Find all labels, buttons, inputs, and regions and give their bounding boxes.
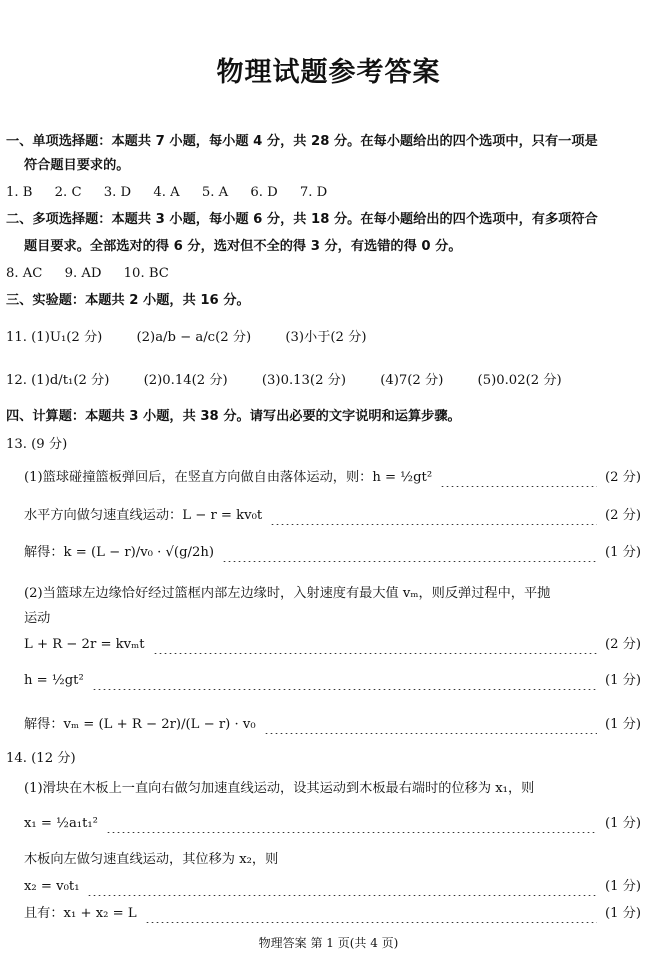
dot-leader xyxy=(270,507,597,525)
q13-step7-score: (1 分) xyxy=(604,717,641,732)
q14-step2-text: x₁ = ½a₁t₁² xyxy=(24,816,98,831)
q13-label: 13. (9 分) xyxy=(6,437,68,452)
q13-step4-line2: 运动 xyxy=(24,611,51,626)
q13-step5 xyxy=(24,636,641,654)
answer-2: 2. C xyxy=(54,185,82,200)
q13-step1-text: (1)篮球碰撞篮板弹回后，在竖直方向做自由落体运动，则：h = ½gt² xyxy=(24,470,433,485)
section2-answers xyxy=(6,265,641,283)
section3-heading: 三、实验题：本题共 2 小题，共 16 分。 xyxy=(6,293,250,308)
answer-6: 6. D xyxy=(250,185,278,200)
dot-leader xyxy=(264,716,597,734)
page-title: 物理试题参考答案 xyxy=(216,57,441,88)
q12-part5: (5)0.02(2 分) xyxy=(477,373,562,388)
answer-4: 4. A xyxy=(153,185,180,200)
q12-part1: 12. (1)d/t₁(2 分) xyxy=(6,373,110,388)
section1-heading-line2: 符合题目要求的。 xyxy=(24,158,130,173)
page-footer: 物理答案 第 1 页(共 4 页) xyxy=(258,936,399,950)
section1-answers xyxy=(6,184,641,202)
q14-step5-score: (1 分) xyxy=(604,906,641,921)
q11-part2: (2)a/b − a/c(2 分) xyxy=(136,330,252,345)
q12-part3: (3)0.13(2 分) xyxy=(261,373,346,388)
dot-leader xyxy=(87,878,596,896)
q13-step7-text: 解得：vₘ = (L + R − 2r)/(L − r) · v₀ xyxy=(24,717,256,732)
q14-step2-score: (1 分) xyxy=(604,816,641,831)
q14-step4-score: (1 分) xyxy=(604,879,641,894)
q13-step1 xyxy=(24,469,641,487)
answer-3: 3. D xyxy=(103,185,132,200)
q13-step4-line1: (2)当篮球左边缘恰好经过篮框内部左边缘时，入射速度有最大值 vₘ，则反弹过程中，平抛 xyxy=(24,586,551,601)
section2-heading-line2: 题目要求。全部选对的得 6 分，选对但不全的得 3 分，有选错的得 0 分。 xyxy=(24,239,462,254)
q14-step5 xyxy=(24,905,641,923)
q14-step5-text: 且有：x₁ + x₂ = L xyxy=(24,906,137,921)
q13-step6-score: (1 分) xyxy=(604,673,641,688)
answer-7: 7. D xyxy=(299,185,328,200)
q13-step6 xyxy=(24,672,641,690)
answer-8: 8. AC xyxy=(6,266,43,281)
dot-leader xyxy=(153,636,597,654)
section2-heading-line1: 二、多项选择题：本题共 3 小题，每小题 6 分，共 18 分。在每小题给出的四个选项中，有多项符合 xyxy=(6,212,598,227)
answer-10: 10. BC xyxy=(123,266,169,281)
q13-step3-score: (1 分) xyxy=(604,545,641,560)
dot-leader xyxy=(106,815,597,833)
section1-heading-line1: 一、单项选择题：本题共 7 小题，每小题 4 分，共 28 分。在每小题给出的四个选项中，只有一项是 xyxy=(6,134,598,149)
q13-step3 xyxy=(24,544,641,562)
q11-part1: 11. (1)U₁(2 分) xyxy=(6,330,103,345)
q12-part4: (4)7(2 分) xyxy=(380,373,444,388)
answer-1: 1. B xyxy=(6,185,33,200)
q12-answers xyxy=(6,372,641,390)
q11-answers xyxy=(6,329,641,347)
dot-leader xyxy=(92,672,597,690)
q13-step6-text: h = ½gt² xyxy=(24,673,84,688)
q13-step2-text: 水平方向做匀速直线运动：L − r = kv₀t xyxy=(24,508,263,523)
q11-part3: (3)小于(2 分) xyxy=(285,330,367,345)
answer-9: 9. AD xyxy=(64,266,102,281)
q13-step5-score: (2 分) xyxy=(604,637,641,652)
dot-leader xyxy=(145,905,597,923)
q13-step2-score: (2 分) xyxy=(604,508,641,523)
q14-step4 xyxy=(24,878,641,896)
section4-heading: 四、计算题：本题共 3 小题，共 38 分。请写出必要的文字说明和运算步骤。 xyxy=(6,409,461,424)
dot-leader xyxy=(440,469,597,487)
q13-step5-text: L + R − 2r = kvₘt xyxy=(24,637,145,652)
q13-step7 xyxy=(24,716,641,734)
q14-step2 xyxy=(24,815,641,833)
q13-step2 xyxy=(24,507,641,525)
q14-step1: (1)滑块在木板上一直向右做匀加速直线运动，设其运动到木板最右端时的位移为 x₁，则 xyxy=(24,781,535,796)
answer-5: 5. A xyxy=(201,185,229,200)
q14-label: 14. (12 分) xyxy=(6,751,76,766)
q13-step3-text: 解得：k = (L − r)/v₀ · √(g/2h) xyxy=(24,545,214,560)
q13-step1-score: (2 分) xyxy=(604,470,641,485)
q14-step4-text: x₂ = v₀t₁ xyxy=(24,879,80,894)
dot-leader xyxy=(222,544,597,562)
q12-part2: (2)0.14(2 分) xyxy=(143,373,228,388)
q14-step3: 木板向左做匀速直线运动，其位移为 x₂，则 xyxy=(24,852,279,867)
